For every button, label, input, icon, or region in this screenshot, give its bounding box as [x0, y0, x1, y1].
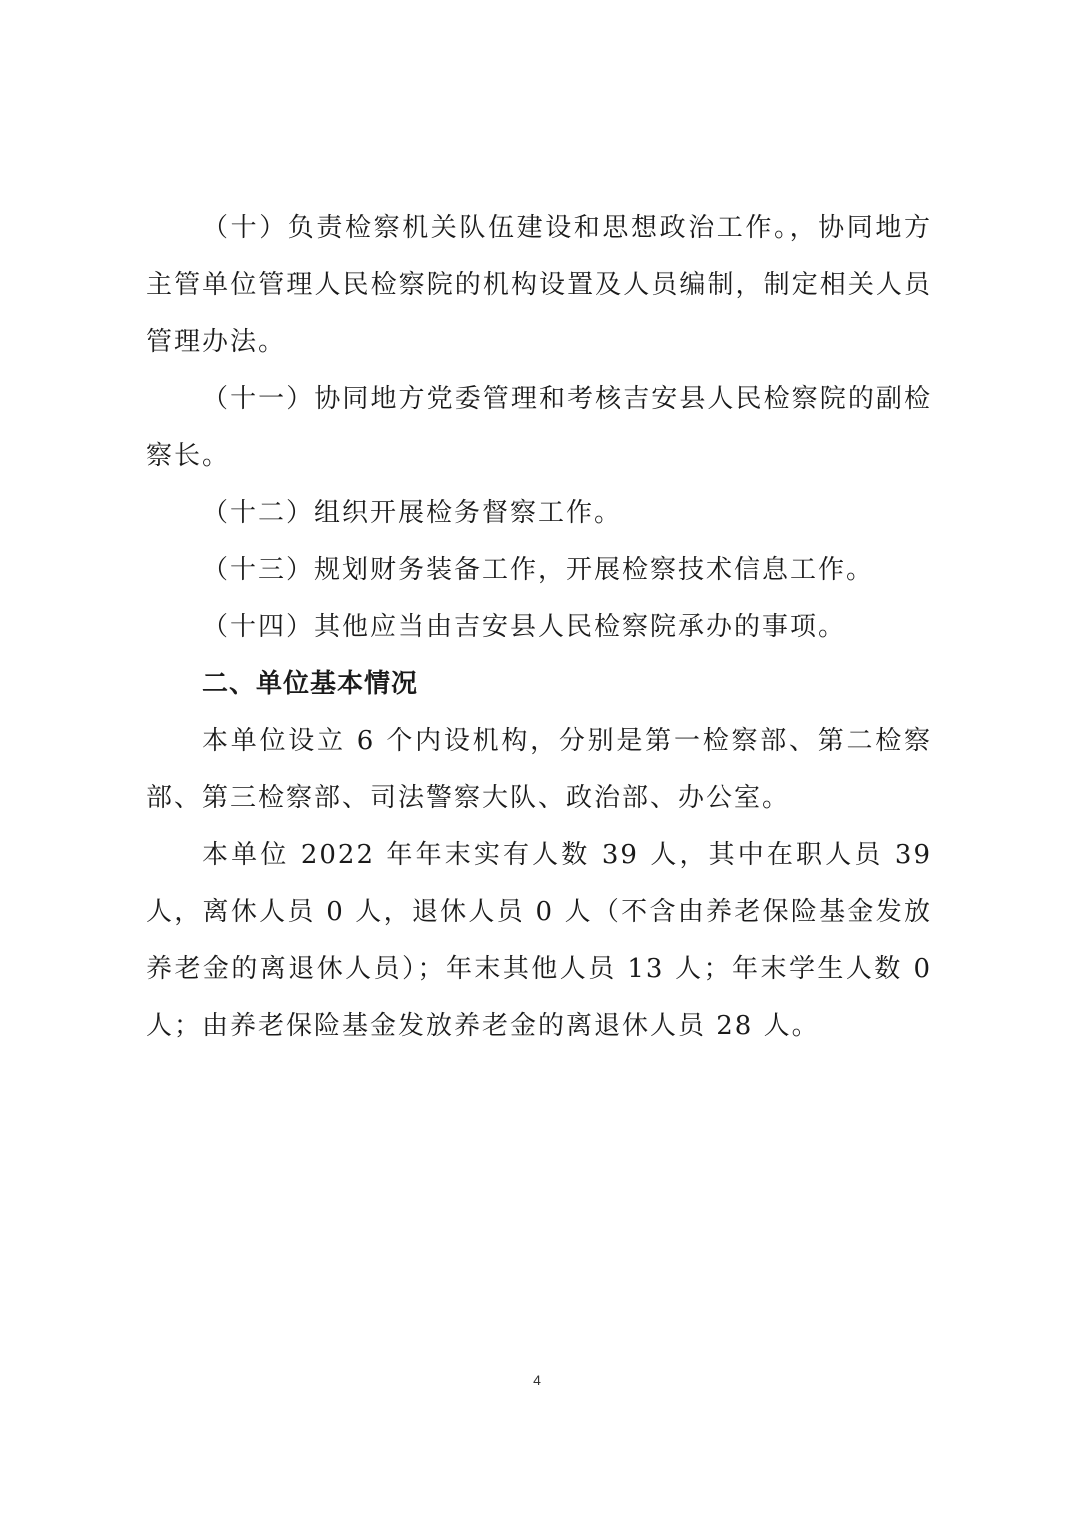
paragraph-duty-12: （十二）组织开展检务督察工作。 — [202, 498, 623, 528]
paragraph-duty-13: （十三）规划财务装备工作，开展检察技术信息工作。 — [202, 555, 875, 585]
paragraph-duty-11: （十一）协同地方党委管理和考核吉安县人民检察院的副检察长。 — [146, 384, 932, 471]
paragraph-duty-10: （十）负责检察机关队伍建设和思想政治工作。，协同地方主管单位管理人民检察院的机构设置及人员编制，制定相关人员管理办法。 — [146, 213, 932, 357]
document-body — [146, 200, 932, 1055]
page-number: 4 — [533, 1372, 541, 1388]
section-heading-basic-info: 二、单位基本情况 — [202, 669, 419, 699]
paragraph-internal-departments: 本单位设立 6 个内设机构，分别是第一检察部、第二检察部、第三检察部、司法警察大队、政治部、办公室。 — [146, 726, 932, 813]
paragraph-staff-statistics: 本单位 2022 年年末实有人数 39 人，其中在职人员 39 人，离休人员 0 人，退休人员 0 人（不含由养老保险基金发放养老金的离退休人员）；年末其他人员 13 人；年末学生人数 0 人；由养老保险基金发放养老金的离退休人员 28 人。 — [146, 840, 932, 1041]
paragraph-duty-14: （十四）其他应当由吉安县人民检察院承办的事项。 — [202, 612, 847, 642]
